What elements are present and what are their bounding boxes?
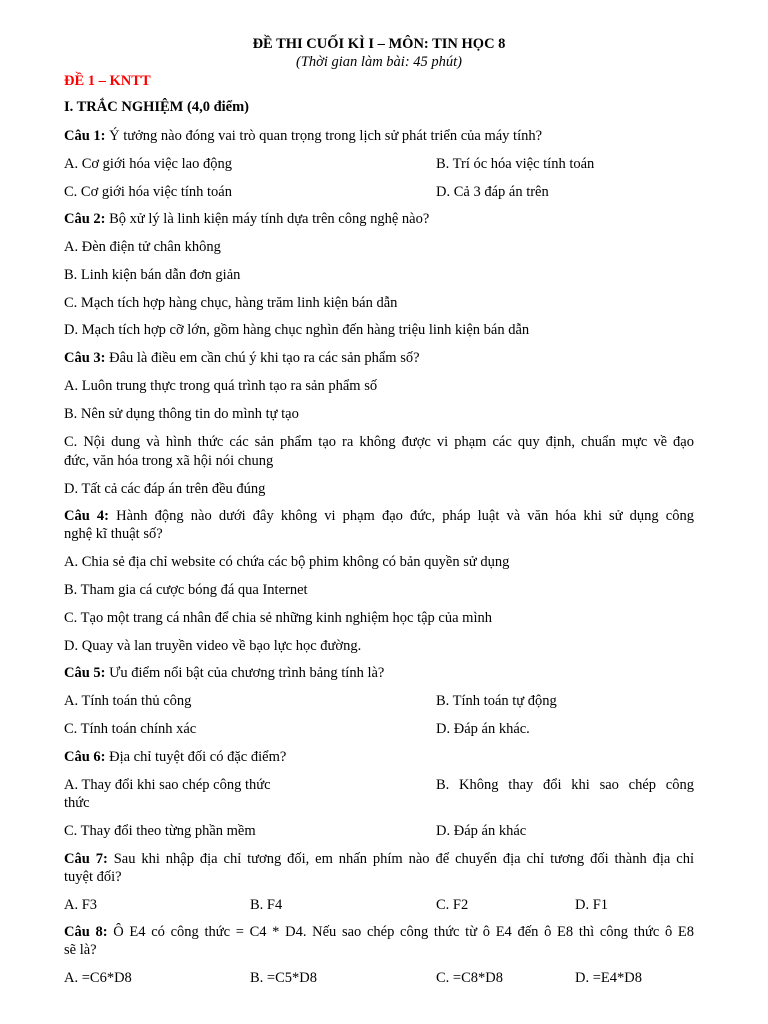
option-3c-cont: đức, văn hóa trong xã hội nói chung: [64, 453, 274, 469]
option-1a: A. Cơ giới hóa việc lao động: [64, 156, 232, 172]
option-7b: B. F4: [250, 897, 283, 913]
exam-code: ĐỀ 1 – KNTT: [64, 73, 151, 89]
option-3c: C. Nội dung và hình thức các sản phẩm tạo ra không được vi phạm các quy định, chuẩn mực về đạo: [64, 434, 694, 450]
option-7c: C. F2: [436, 897, 469, 913]
question-8-cont: sẽ là?: [64, 942, 97, 958]
question-label: Câu 6:: [64, 749, 106, 765]
option-4b: B. Tham gia cá cược bóng đá qua Internet: [64, 582, 308, 598]
question-label: Câu 3:: [64, 350, 106, 366]
option-6b: B. Không thay đổi khi sao chép công: [436, 777, 694, 793]
question-text: Bộ xử lý là linh kiện máy tính dựa trên công nghệ nào?: [105, 211, 430, 227]
question-label: Câu 1:: [64, 128, 106, 144]
option-6c: C. Thay đổi theo từng phần mềm: [64, 823, 256, 839]
question-5: [64, 664, 694, 682]
question-text: Ô E4 có công thức = C4 * D4. Nếu sao chép công thức từ ô E4 đến ô E8 thì công thức ô E8: [107, 924, 695, 940]
option-3d: D. Tất cả các đáp án trên đều đúng: [64, 481, 266, 497]
option-5a: A. Tính toán thủ công: [64, 693, 192, 709]
option-1b: B. Trí óc hóa việc tính toán: [436, 156, 595, 172]
option-4d: D. Quay và lan truyền video về bạo lực học đường.: [64, 638, 362, 654]
exam-duration: (Thời gian làm bài: 45 phút): [295, 54, 463, 70]
option-5b: B. Tính toán tự động: [436, 693, 557, 709]
option-7a: A. F3: [64, 897, 98, 913]
question-text: Hành động nào dưới đây không vi phạm đạo đức, pháp luật và văn hóa khi sử dụng công: [109, 508, 694, 524]
option-1c: C. Cơ giới hóa việc tính toán: [64, 184, 232, 200]
question-label: Câu 7:: [64, 851, 108, 867]
option-6b-cont: thức: [64, 795, 90, 811]
option-8b: B. =C5*D8: [250, 970, 317, 986]
option-5d: D. Đáp án khác.: [436, 721, 530, 737]
option-3a: A. Luôn trung thực trong quá trình tạo ra sản phẩm số: [64, 378, 378, 394]
option-2b: B. Linh kiện bán dẫn đơn giản: [64, 267, 241, 283]
section-title: I. TRẮC NGHIỆM (4,0 điểm): [64, 99, 250, 115]
question-text: Địa chỉ tuyệt đối có đặc điểm?: [105, 749, 287, 765]
option-6a: A. Thay đổi khi sao chép công thức: [64, 777, 271, 793]
option-6d: D. Đáp án khác: [436, 823, 527, 839]
question-text: Ý tưởng nào đóng vai trò quan trọng trong lịch sử phát triển của máy tính?: [105, 128, 543, 144]
question-6: [64, 748, 694, 766]
question-4: [64, 507, 694, 525]
question-label: Câu 2:: [64, 211, 106, 227]
question-1: [64, 127, 694, 145]
option-4c: C. Tạo một trang cá nhân để chia sẻ những kinh nghiệm học tập của mình: [64, 610, 492, 626]
question-7-cont: tuyệt đối?: [64, 869, 122, 885]
question-label: Câu 8:: [64, 924, 108, 940]
option-8d: D. =E4*D8: [575, 970, 642, 986]
option-8c: C. =C8*D8: [436, 970, 503, 986]
exam-title: ĐỀ THI CUỐI KÌ I – MÔN: TIN HỌC 8: [252, 36, 506, 52]
option-8a: A. =C6*D8: [64, 970, 132, 986]
option-2d: D. Mạch tích hợp cỡ lớn, gồm hàng chục nghìn đến hàng triệu linh kiện bán dẫn: [64, 322, 530, 338]
question-label: Câu 4:: [64, 508, 109, 524]
question-7: [64, 850, 694, 868]
option-2c: C. Mạch tích hợp hàng chục, hàng trăm linh kiện bán dẫn: [64, 295, 398, 311]
option-7d: D. F1: [575, 897, 609, 913]
question-4-cont: nghệ kĩ thuật số?: [64, 526, 163, 542]
question-text: Đâu là điều em cần chú ý khi tạo ra các sản phẩm số?: [105, 350, 420, 366]
question-label: Câu 5:: [64, 665, 106, 681]
option-4a: A. Chia sẻ địa chỉ website có chứa các bộ phim không có bản quyền sử dụng: [64, 554, 510, 570]
question-3: [64, 349, 694, 367]
question-8: [64, 923, 694, 941]
question-text: Ưu điểm nổi bật của chương trình bảng tính là?: [105, 665, 385, 681]
option-5c: C. Tính toán chính xác: [64, 721, 197, 737]
option-2a: A. Đèn điện tử chân không: [64, 239, 221, 255]
option-3b: B. Nên sử dụng thông tin do mình tự tạo: [64, 406, 299, 422]
option-1d: D. Cả 3 đáp án trên: [436, 184, 549, 200]
question-2: [64, 210, 694, 228]
question-text: Sau khi nhập địa chỉ tương đối, em nhấn phím nào để chuyển địa chỉ tương đối thành địa chỉ: [107, 851, 694, 867]
